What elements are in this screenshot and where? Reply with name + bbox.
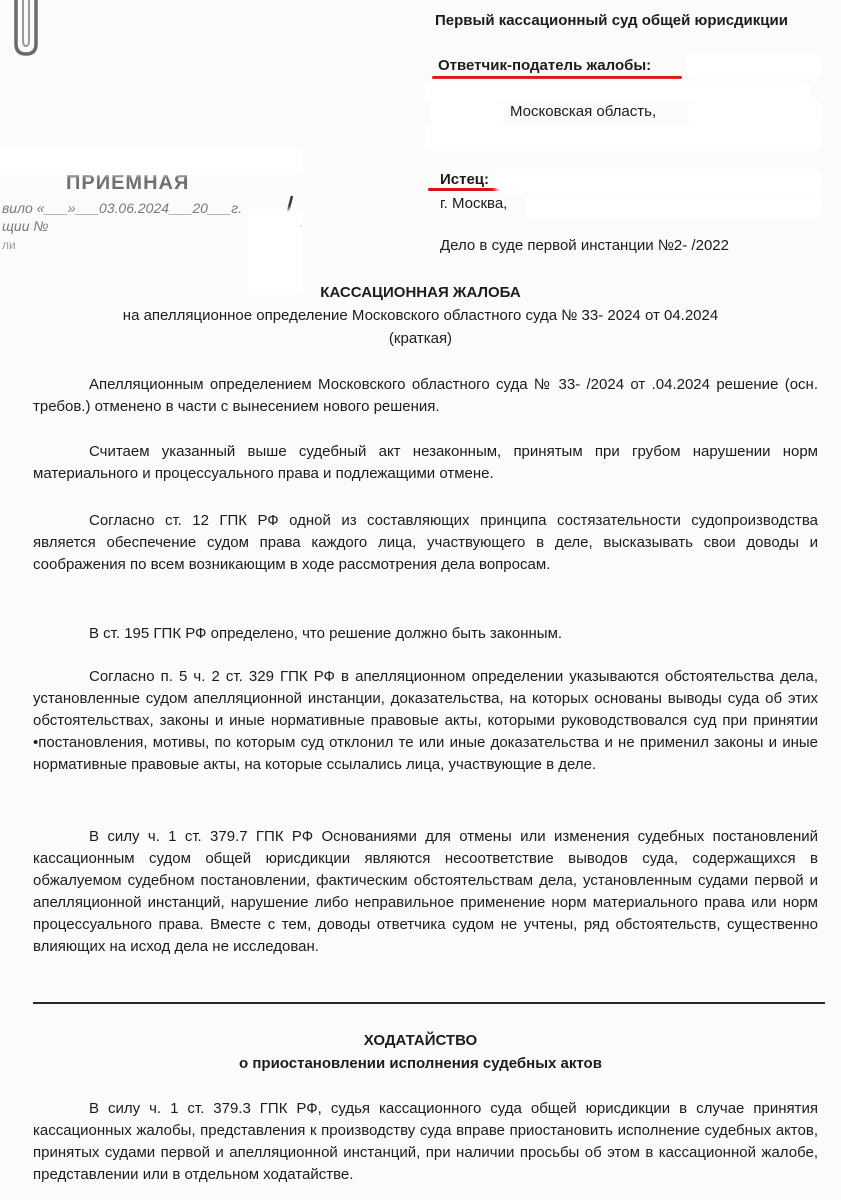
stamp-date: вило «___»___03.06.2024___20___г. xyxy=(2,200,243,216)
redaction xyxy=(432,104,502,122)
complaint-note: (краткая) xyxy=(388,330,453,347)
redaction xyxy=(428,84,808,98)
court-name: Первый кассационный суд общей юрисдикции xyxy=(435,12,788,29)
plaintiff-label: Истец: xyxy=(440,171,490,188)
stamp-small-text: ли xyxy=(2,238,16,252)
redaction xyxy=(528,196,818,214)
respondent-region: Московская область, xyxy=(510,103,657,120)
complaint-paragraph: Апелляционным определением Московского областного суда № 33- /2024 от .04.2024 решение (осн. требов.) отменено в части с вынесением нового решения. xyxy=(33,376,818,415)
case-number: Дело в суде первой инстанции №2- /2022 xyxy=(440,237,729,254)
motion-paragraph: В силу ч. 1 ст. 379.3 ГПК РФ, судья кассационного суда общей юрисдикции в случае принятия кассационных жалобы, представления к производству суда вправе приостановить исполнение судебных актов, принятых судами первой и апелляционной инстанций, при наличии просьбы об этом в кассационной жалобе, представлении или в отдельном ходатайстве. xyxy=(33,1100,818,1183)
complaint-subtitle: на апелляционное определение Московского областного суда № 33- 2024 от 04.2024 xyxy=(122,307,719,324)
stamp-title: ПРИЕМНАЯ xyxy=(66,172,190,194)
redaction xyxy=(0,150,300,172)
respondent-label: Ответчик-податель жалобы: xyxy=(438,57,652,74)
stamp-registration: щии № xyxy=(2,218,49,234)
plaintiff-city: г. Москва, xyxy=(440,195,508,212)
redaction xyxy=(690,104,820,122)
complaint-paragraph: В силу ч. 1 ст. 379.7 ГПК РФ Основаниями для отмены или изменения судебных постановлений кассационным судом общей юрисдикции являются несоответствие выводов суда, содержащихся в обжалуемом судебном постановлении, фактическим обстоятельствам дела, установленным судами первой и апелляционной инстанций, нарушение либо неправильное применение норм материального права или норм процессуального права. Вместе с тем, доводы ответчика судом не учтены, ряд обстоятельств, существенно влияющих на исход дела не исследован. xyxy=(33,828,818,955)
complaint-paragraph: Считаем указанный выше судебный акт незаконным, принятым при грубом нарушении норм материального и процессуального права и подлежащими отмене. xyxy=(33,443,818,482)
respondent-underline xyxy=(432,76,682,79)
complaint-title: КАССАЦИОННАЯ ЖАЛОБА xyxy=(320,284,521,301)
redaction xyxy=(688,58,818,76)
complaint-paragraph: В ст. 195 ГПК РФ определено, что решение должно быть законным. xyxy=(89,625,563,642)
redaction xyxy=(498,172,818,190)
plaintiff-underline xyxy=(428,188,500,191)
motion-subtitle: о приостановлении исполнения судебных актов xyxy=(239,1055,602,1072)
motion-title: ХОДАТАЙСТВО xyxy=(363,1032,478,1049)
complaint-paragraph: Согласно п. 5 ч. 2 ст. 329 ГПК РФ в апелляционном определении указываются обстоятельства дела, установленные судом апелляционной инстанции, доказательства, на которых основаны выводы суда об этих обстоятельствах, законы и иные нормативные правовые акты, которыми руководствовался суд при принятии •постановления, мотивы, по которым суд отклонил те или иные доказательства и не применил законы и иные нормативные правовые акты, на которые ссылались лица, участвующие в деле. xyxy=(33,668,818,773)
redaction xyxy=(250,212,300,292)
section-divider xyxy=(33,1002,825,1004)
redaction xyxy=(428,128,818,148)
paper-clip-icon xyxy=(8,0,48,58)
complaint-paragraph: Согласно ст. 12 ГПК РФ одной из составляющих принципа состязательности судопроизводства является обеспечение судом права каждого лица, участвующего в деле, высказывать свои доводы и соображения по всем возникающим в ходе рассмотрения дела вопросам. xyxy=(33,512,818,573)
